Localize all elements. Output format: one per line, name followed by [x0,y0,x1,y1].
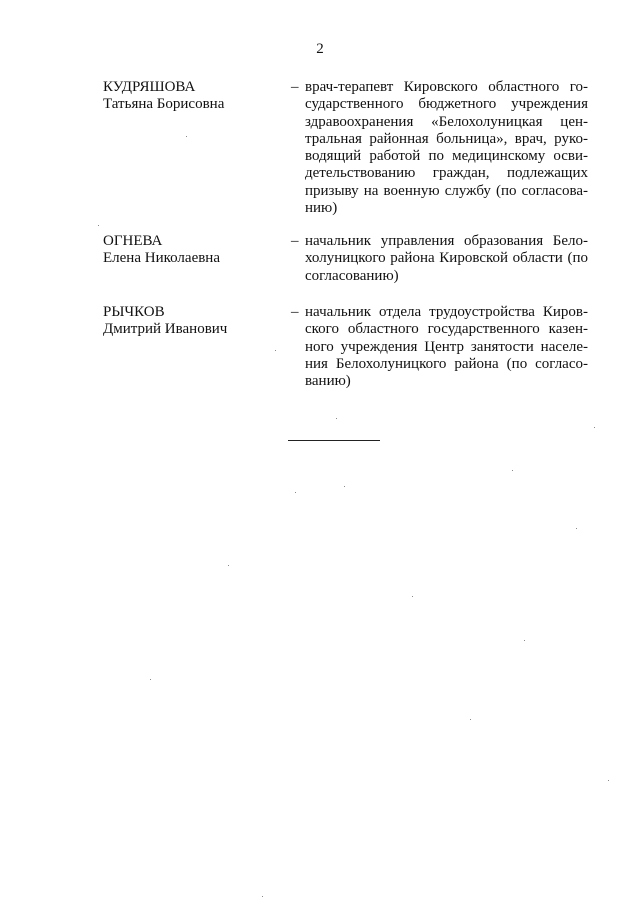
scan-speck [295,492,296,493]
position-line: детельствованию граждан, подлежащих [305,165,588,182]
position-line: ванию) [305,373,351,390]
position-line: ского областного государственного казен- [305,321,588,338]
member-surname: ОГНЕВА [103,233,163,249]
scan-speck [262,896,263,897]
member-name [103,233,283,267]
scan-speck [576,528,577,529]
member-position [305,233,588,285]
position-line: врач-терапевт Кировского областного го- [305,79,588,95]
position-line: холуницкого района Кировской области (по [305,250,588,267]
scan-speck [275,350,276,351]
closing-rule [288,440,380,441]
scan-speck [470,719,471,720]
position-line: тральная районная больница», врач, руко- [305,130,588,147]
separator-dash: – [291,304,299,320]
scan-speck [98,225,99,226]
position-line: ния Белохолуницкого района (по согласо- [305,355,588,372]
scan-speck [524,640,525,641]
page-number: 2 [316,41,324,57]
scan-speck [594,427,595,428]
member-name [103,79,283,113]
position-line: водящий работой по медицинскому осви- [305,148,588,165]
member-position [305,79,588,217]
separator-dash: – [291,79,299,95]
scan-speck [512,470,513,471]
scan-speck [344,486,345,487]
scan-speck [336,418,337,419]
member-given-names: Татьяна Борисовна [103,96,225,112]
position-line: ного учреждения Центр занятости населе- [305,338,588,355]
scan-speck [412,596,413,597]
position-line: призыву на военную службу (по согласова- [305,182,588,199]
position-line: нию) [305,200,338,217]
separator-dash: – [291,233,299,249]
member-surname: КУДРЯШОВА [103,79,196,95]
scan-speck [608,780,609,781]
member-name [103,304,283,338]
member-given-names: Дмитрий Иванович [103,321,228,337]
scan-speck [228,565,229,566]
scan-speck [186,136,187,137]
position-line: согласованию) [305,267,399,284]
scan-speck [150,679,151,680]
position-line: начальник управления образования Бело- [305,233,588,249]
position-line: начальник отдела трудоустройства Киров- [305,304,588,320]
position-line: сударственного бюджетного учреждения [305,96,588,113]
member-given-names: Елена Николаевна [103,250,220,266]
position-line: здравоохранения «Белохолуницкая цен- [305,113,588,130]
member-position [305,304,588,390]
member-surname: РЫЧКОВ [103,304,165,320]
